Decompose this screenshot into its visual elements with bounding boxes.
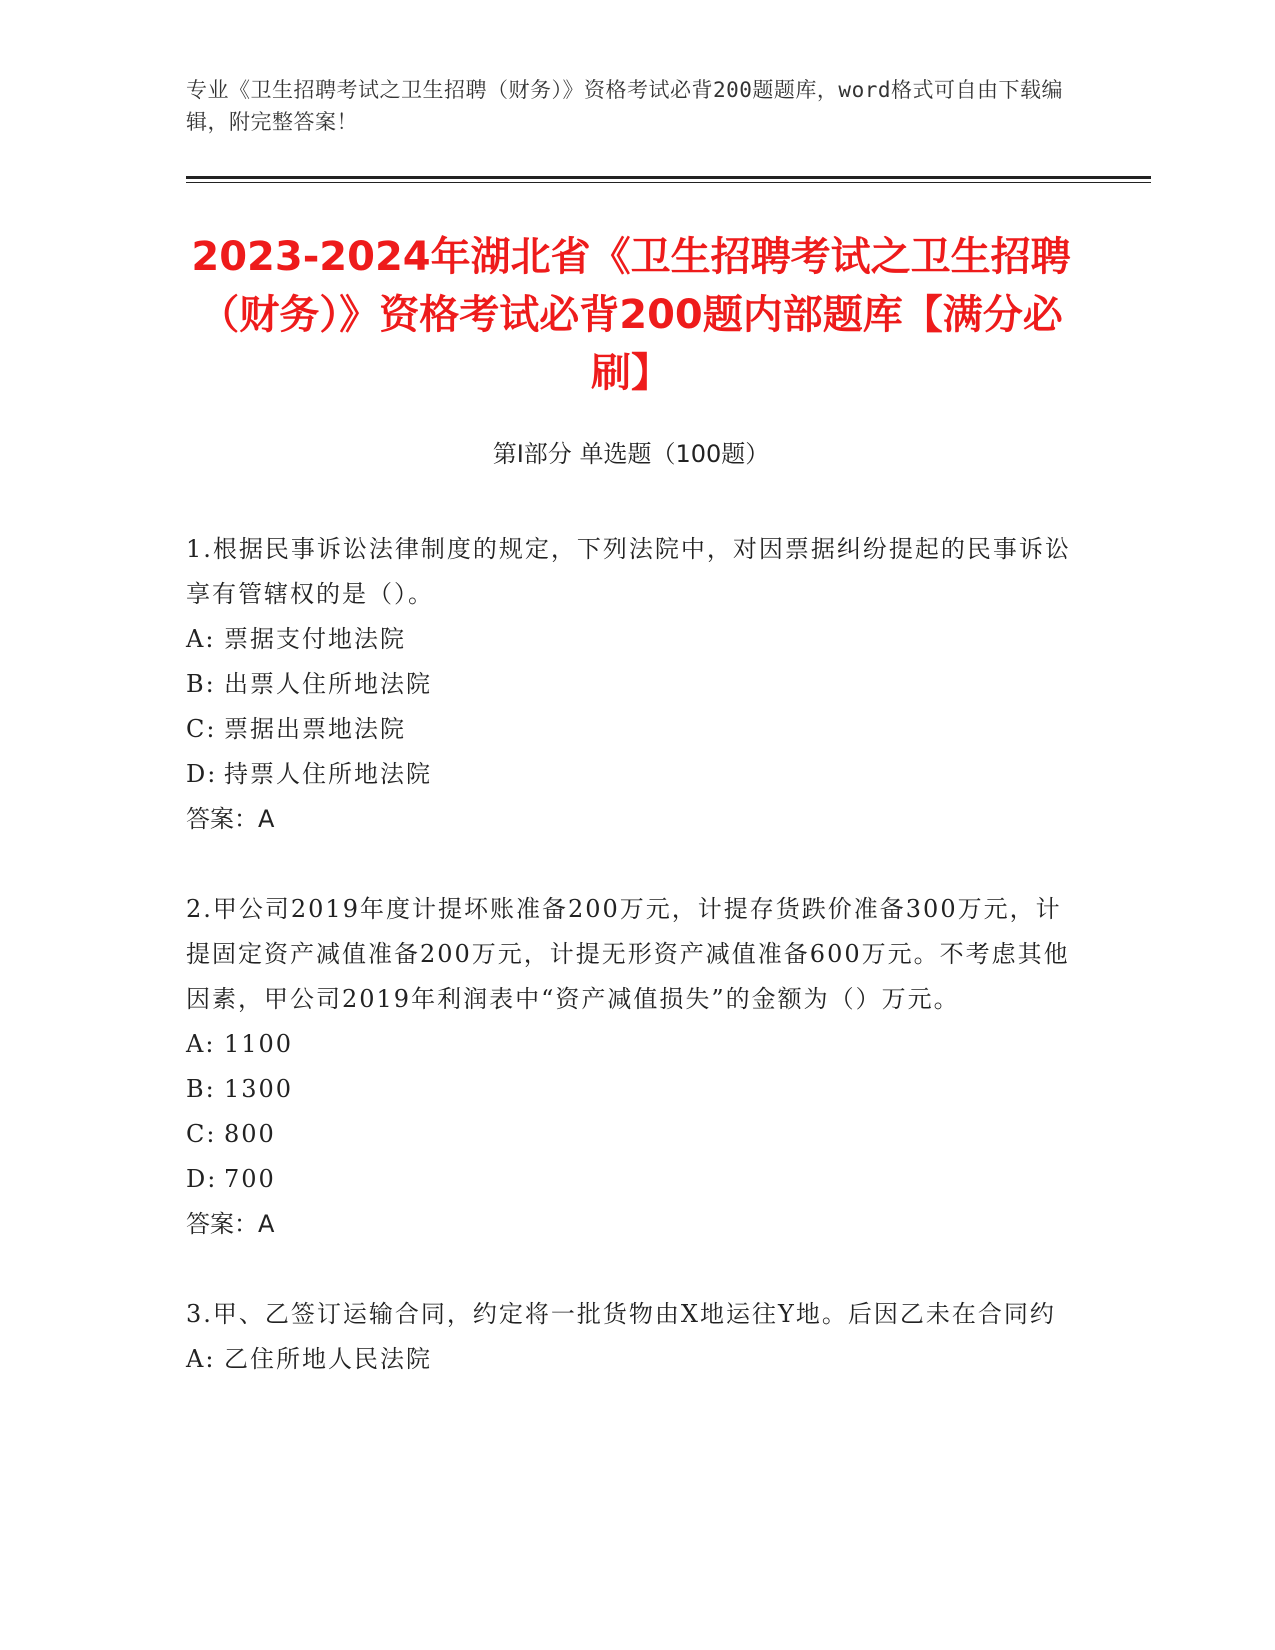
option-text: 1300 — [224, 1075, 294, 1103]
option-letter: C: — [186, 715, 217, 743]
answer-line: 答案：A — [186, 1210, 275, 1238]
option-letter: C: — [186, 1120, 217, 1148]
question-list — [186, 527, 1076, 1427]
option-d — [186, 752, 1076, 797]
option-c — [186, 1112, 1076, 1157]
question-item — [186, 527, 1076, 842]
option-text: 出票人住所地法院 — [224, 670, 432, 698]
question-item — [186, 887, 1076, 1247]
option-letter: D: — [186, 760, 218, 788]
question-item — [186, 1292, 1076, 1382]
option-letter: B: — [186, 670, 216, 698]
option-d — [186, 1157, 1076, 1202]
question-stem: 2.甲公司2019年度计提坏账准备200万元，计提存货跌价准备300万元，计提固定资产减值准备200万元，计提无形资产减值准备600万元。不考虑其他因素，甲公司2019年利润表中“资产减值损失”的金额为（）万元。 — [186, 895, 1070, 1013]
option-letter: D: — [186, 1165, 218, 1193]
option-b — [186, 662, 1076, 707]
option-text: 700 — [224, 1165, 276, 1193]
option-a — [186, 617, 1076, 662]
header-rule-thick — [186, 176, 1151, 179]
header-rule-thin — [186, 182, 1151, 183]
option-letter: B: — [186, 1075, 216, 1103]
option-text: 800 — [224, 1120, 276, 1148]
question-stem: 1.根据民事诉讼法律制度的规定，下列法院中，对因票据纠纷提起的民事诉讼享有管辖权的是（）。 — [186, 535, 1071, 608]
question-stem: 3.甲、乙签订运输合同，约定将一批货物由X地运往Y地。后因乙未在合同约 — [186, 1300, 1056, 1328]
option-b — [186, 1067, 1076, 1112]
option-a — [186, 1337, 1076, 1382]
document-title: 2023-2024年湖北省《卫生招聘考试之卫生招聘（财务）》资格考试必背200题内部题库【满分必刷】 — [191, 234, 1071, 396]
option-text: 票据出票地法院 — [224, 715, 406, 743]
option-letter: A: — [186, 1345, 216, 1373]
option-letter: A: — [186, 625, 216, 653]
option-text: 乙住所地人民法院 — [224, 1345, 432, 1373]
option-c — [186, 707, 1076, 752]
option-a — [186, 1022, 1076, 1067]
option-text: 1100 — [224, 1030, 294, 1058]
section-title: 第I部分 单选题（100题） — [492, 440, 770, 468]
option-text: 持票人住所地法院 — [224, 760, 432, 788]
option-letter: A: — [186, 1030, 216, 1058]
option-text: 票据支付地法院 — [224, 625, 406, 653]
answer-line: 答案：A — [186, 805, 275, 833]
header-note: 专业《卫生招聘考试之卫生招聘（财务）》资格考试必背200题题库，word格式可自由下载编辑，附完整答案！ — [186, 78, 1063, 134]
